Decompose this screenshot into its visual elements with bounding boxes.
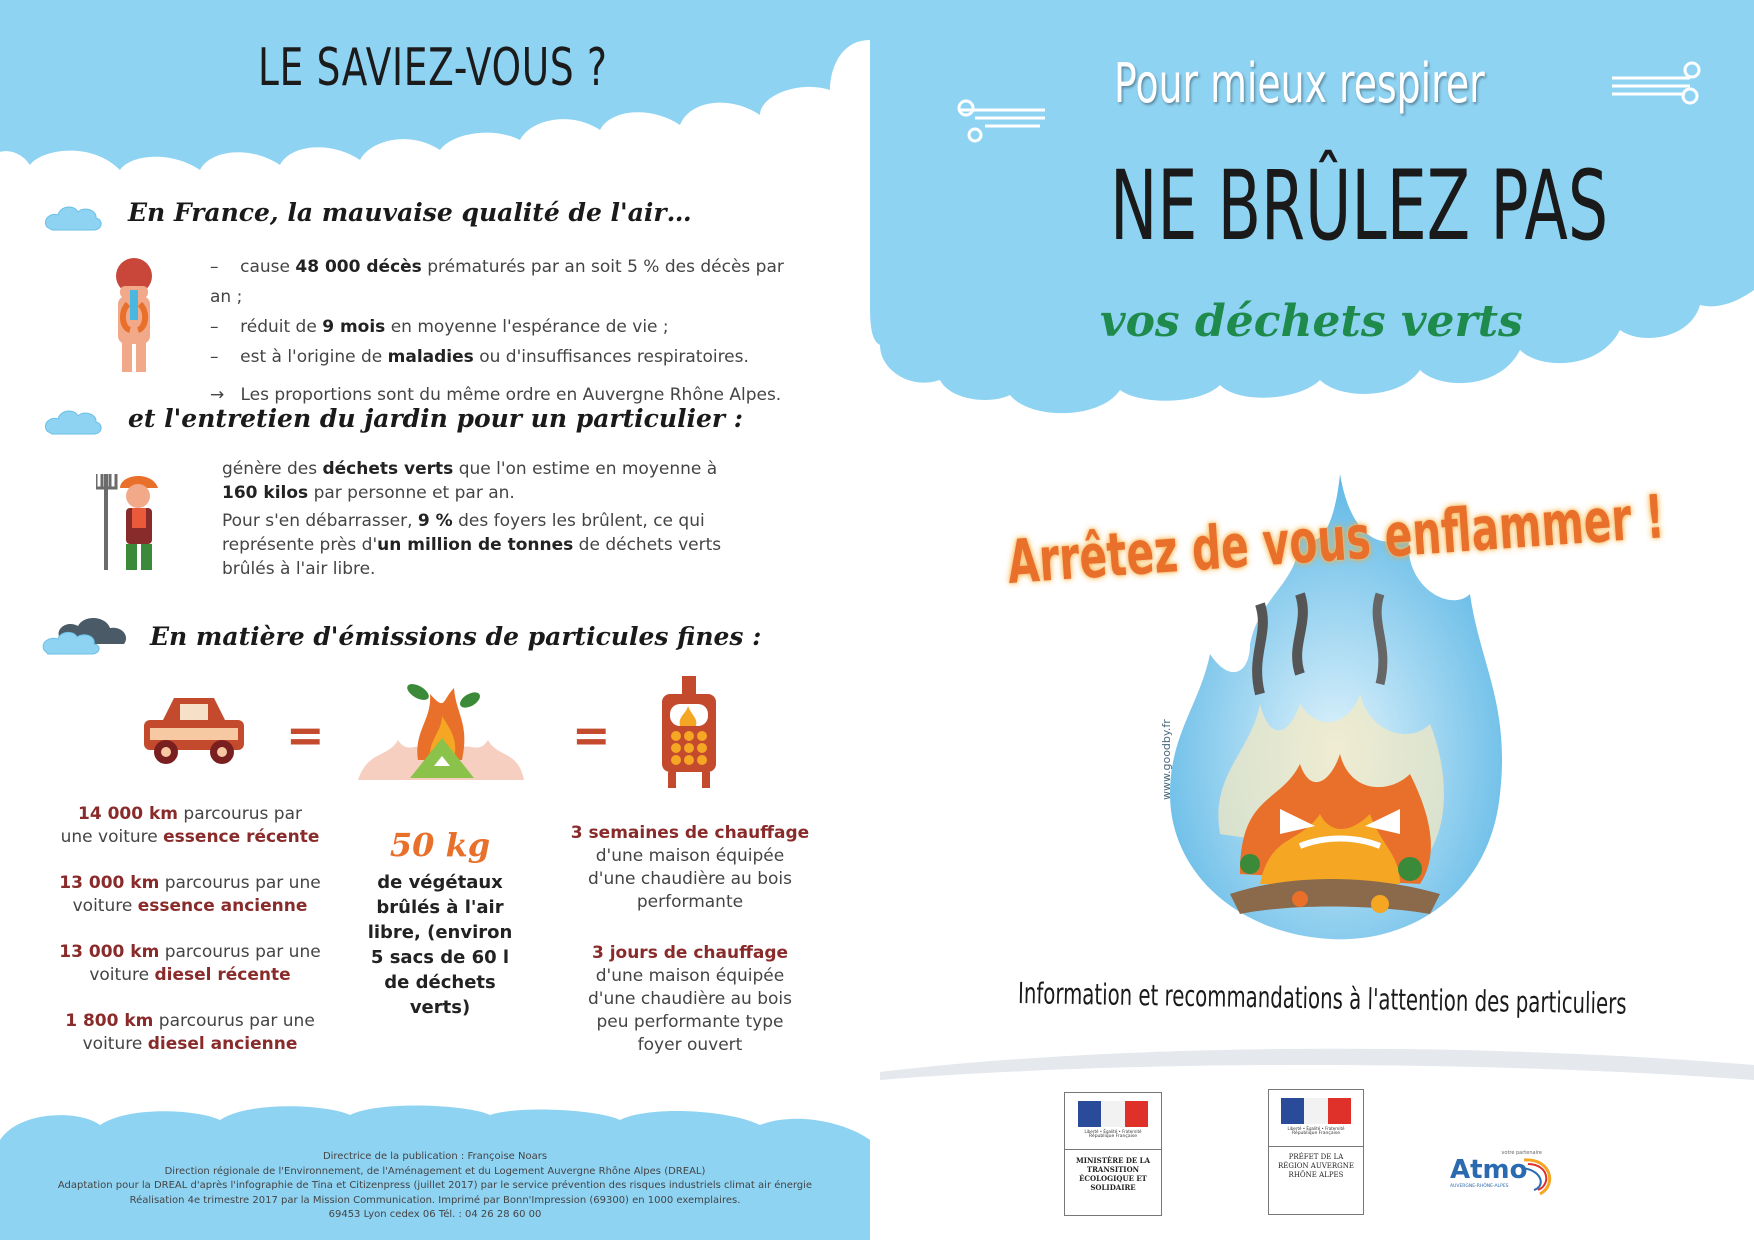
title-sub: vos déchets verts [1100, 296, 1523, 347]
heating-equivalent-2: 3 jours de chauffage d'une maison équipée d'une chaudière au bois peu performante type foyer ouvert [587, 943, 792, 1055]
atmo-logo: votre partenaire Atmo AUVERGNE-RHÔNE-ALPES [1450, 1150, 1560, 1210]
left-title-wrap [258, 38, 638, 108]
paragraph-line: génère des déchets verts que l'on estime en moyenne à [222, 459, 718, 479]
publication-footer: Directrice de la publication : Françoise Noars Direction régionale de l'Environnement, de l'Aménagement et du Logement Auvergne Rhône Alpes (DREAL) Adaptation pour la DREAL d'après l'infographie de Tina et Citizenpress (juillet 2017) par le service prévention des risques industriels climat air énergie Réalisation 4e trimestre 2017 par la Mission Communication. Imprimé par Bonn'Impression (69300) en 1000 exemplaires. 69453 Lyon cedex 06 Tél. : 04 26 28 60 00 [57, 1151, 813, 1220]
list-item: – est à l'origine de maladies ou d'insuffisances respiratoires. [210, 347, 749, 367]
list-item: – réduit de 9 mois en moyenne l'espérance de vie ; [210, 317, 669, 337]
car-emission-3: 13 000 km parcourus par une voiture diesel récente [59, 942, 321, 985]
left-title: LE SAVIEZ-VOUS ? [258, 38, 608, 98]
info-line: Information et recommandations à l'attention des particuliers [1017, 976, 1627, 1021]
car-emission-1: 14 000 km parcourus par une voiture essence récente [60, 804, 320, 847]
amount-big: 50 kg [389, 826, 491, 864]
car-icon [140, 692, 248, 770]
french-flag-icon [1281, 1098, 1351, 1124]
paragraph-line: Pour s'en débarrasser, 9 % des foyers les brûlent, ce qui [222, 511, 705, 531]
burning-pile-icon [358, 680, 524, 780]
green-waste-amount [340, 826, 540, 1020]
prefect-logo: Liberté • Égalité • Fraternité République Française PRÉFET DE LA RÉGION AUVERGNE RHÔNE ALPES [1268, 1089, 1364, 1215]
illustrator-credit: www.goodby.fr [1160, 719, 1173, 800]
title-top: Pour mieux respirer [1114, 52, 1485, 115]
section2-text [222, 457, 742, 581]
heating-equivalent-1: 3 semaines de chauffage d'une maison équipée d'une chaudière au bois performante [570, 823, 810, 912]
section3-heading: En matière d'émissions de particules fines : [150, 622, 762, 651]
title-main-wrap [1110, 150, 1609, 262]
list-item: – cause 48 000 décès prématurés par an soit 5 % des décès par an ; [210, 257, 784, 307]
car-emission-4: 1 800 km parcourus par une voiture diesel ancienne [65, 1011, 315, 1054]
french-flag-icon [1078, 1101, 1148, 1127]
wood-stove-icon [656, 676, 722, 790]
section1-heading: En France, la mauvaise qualité de l'air… [128, 198, 692, 227]
cloud-icon [42, 202, 104, 232]
gardener-icon [96, 468, 166, 572]
equals-sign: = [572, 708, 611, 762]
title-main: NE BRÛLEZ PAS [1110, 150, 1609, 262]
section2-heading: et l'entretien du jardin pour un particulier : [128, 404, 744, 433]
amount-description: de végétaux brûlés à l'air libre, (environ 5 sacs de 60 l de déchets verts) [367, 872, 513, 1018]
ministry-logo: Liberté • Égalité • Fraternité République Française MINISTÈRE DE LA TRANSITION ÉCOLOGIQUE ET SOLIDAIRE [1064, 1092, 1162, 1216]
list-note: → Les proportions sont du même ordre en Auvergne Rhône Alpes. [210, 385, 782, 405]
person-lungs-icon [108, 256, 160, 376]
title-top-wrap [1114, 52, 1534, 122]
equals-sign: = [286, 708, 325, 762]
slogan: Arrêtez de vous enflammer ! [1005, 482, 1667, 598]
section1-list [210, 252, 810, 410]
dark-cloud-icon [40, 614, 132, 656]
paragraph-line: brûlés à l'air libre. [222, 559, 376, 579]
paragraph-line: représente près d'un million de tonnes de déchets verts [222, 535, 722, 555]
car-emission-2: 13 000 km parcourus par une voiture essence ancienne [59, 873, 321, 916]
paragraph-line: 160 kilos par personne et par an. [222, 483, 515, 503]
atmo-swirl-icon [1520, 1154, 1560, 1198]
cloud-icon [42, 406, 104, 436]
